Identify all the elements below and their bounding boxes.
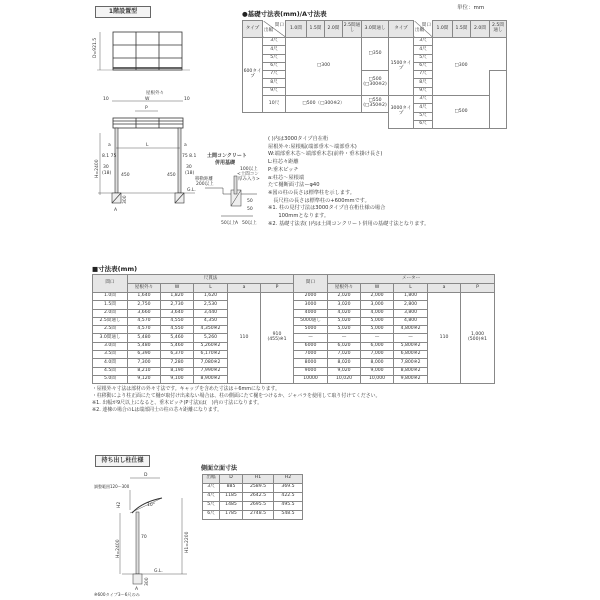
type-cell: 3000タイプ xyxy=(389,96,414,129)
note: 長尺柱の長さは標準柱の+600mmです。 xyxy=(268,197,370,204)
depth-cell: 6尺 xyxy=(414,120,433,128)
table-cell: 4,020 xyxy=(328,309,361,317)
note: 屋根外々:屋根幅(端部垂木～端部垂木) xyxy=(268,143,357,150)
cell: 6尺 xyxy=(203,510,220,519)
table-cell: 1.0間 xyxy=(93,293,128,301)
table-cell: 10,020 xyxy=(328,375,361,383)
eighteen-right: (18) xyxy=(185,171,195,176)
dim-50-b: 50 xyxy=(247,207,253,212)
table-cell xyxy=(261,293,294,384)
plan-depth-label: D=921.5 xyxy=(93,37,98,58)
table-cell: 110 xyxy=(228,293,261,384)
foundation-depth-label: 300 xyxy=(145,577,150,586)
value-cell: □500 (□300※2) xyxy=(362,71,389,96)
table-cell: 5,020 xyxy=(328,326,361,334)
depth-cell: 4尺 xyxy=(414,104,433,112)
cell: 2695.5 xyxy=(243,501,274,510)
table-cell xyxy=(461,293,495,384)
cell: 1785 xyxy=(220,510,243,519)
table-cell: 3000 xyxy=(294,301,328,309)
cell: 885 xyxy=(220,483,243,492)
table-cell: 6,000 xyxy=(361,342,394,350)
pitch-label: P xyxy=(145,106,148,111)
table-cell: 6,390 xyxy=(128,351,161,359)
table-cell: 3,020 xyxy=(328,301,361,309)
table-cell: 7,280 xyxy=(161,359,194,367)
group-header-right: メーター xyxy=(328,275,495,284)
p-value: 910 xyxy=(272,332,282,338)
note: L:柱芯々距離 xyxy=(268,159,299,166)
h2-label: H2 xyxy=(117,501,122,508)
table-cell: 6000 xyxy=(294,342,328,350)
note: ※1. 出幅が9尺以上になると、垂木ピッチ(P寸法)は( )内の寸法になります。 xyxy=(92,399,263,406)
table-cell: 2,000 xyxy=(361,293,394,301)
group-header-left: 尺貫法 xyxy=(128,275,294,284)
table-cell: 5,800※2 xyxy=(394,342,428,350)
height-label: H=2400 xyxy=(116,539,121,558)
table-cell: 7,020 xyxy=(328,351,361,359)
table-cell: 7,800※2 xyxy=(394,359,428,367)
margin-label-right: 10 xyxy=(184,97,190,102)
p-value-sub: (500)※1 xyxy=(467,337,488,343)
cell: 1185 xyxy=(220,492,243,501)
table-cell: 7,300 xyxy=(128,359,161,367)
header-p: P xyxy=(261,284,294,293)
table-cell: 4,570 xyxy=(128,317,161,325)
post-tag-right: 75 8.1 xyxy=(182,154,197,159)
table-cell: 9,100 xyxy=(161,375,194,383)
note: ※図の柱の長さは標準柱を示します。 xyxy=(268,189,355,196)
width-label: W xyxy=(145,97,150,102)
ground-line-label: G.L. xyxy=(154,569,163,574)
value-cell: □500 xyxy=(433,96,490,129)
adjust-range-label: 調整範囲120～300 xyxy=(94,484,130,489)
table-cell: 5,020 xyxy=(328,317,361,325)
foundation-a-label: A xyxy=(135,587,139,592)
depth-d-label: D xyxy=(144,473,148,478)
note: W:端部垂木芯～端部垂木芯(前枠・垂木掛け長さ) xyxy=(268,151,383,158)
post-tag-left: 8.1 75 xyxy=(102,154,117,159)
type-note: ※600タイプ3～6尺のみ xyxy=(94,592,140,597)
table-cell: — xyxy=(361,334,394,342)
table-cell: 4,000 xyxy=(361,309,394,317)
table-cell: 2000 xyxy=(294,293,328,301)
depth-cell: 9尺 xyxy=(414,87,433,95)
table-row xyxy=(93,293,495,301)
cell: 3尺 xyxy=(203,483,220,492)
section-label-ground-floor: 1階設置型 xyxy=(95,6,151,18)
foundation-table-600 xyxy=(242,20,389,113)
table-cell: 8,020 xyxy=(328,359,361,367)
table-cell: 1,800 xyxy=(394,293,428,301)
col-header: 2.5間通し xyxy=(490,21,507,38)
table-cell: 4.5間 xyxy=(93,367,128,375)
a-label-left: a xyxy=(108,143,111,148)
roof-side xyxy=(113,118,183,128)
table-cell: 2.0間 xyxy=(93,309,128,317)
foundation-table-title: ●基礎寸法表(mm)/A寸法表 xyxy=(242,10,327,18)
table-cell: 7,000 xyxy=(361,351,394,359)
table-cell: 4.0間 xyxy=(93,359,128,367)
table-cell: 4,570 xyxy=(128,326,161,334)
note: たて樋断面寸法ーφ40 xyxy=(268,182,320,189)
concrete-foundation-diagram xyxy=(195,150,265,230)
cell: 422.5 xyxy=(274,492,303,501)
table-cell: — xyxy=(294,334,328,342)
table-cell: 4,800 xyxy=(394,317,428,325)
dimension-table-title: ■寸法表(mm) xyxy=(92,265,138,273)
table-cell: 8000 xyxy=(294,359,328,367)
table-cell: 8,800※2 xyxy=(394,367,428,375)
a-label-right: a xyxy=(184,143,187,148)
table-cell: — xyxy=(328,334,361,342)
table-cell: 5,000 xyxy=(361,317,394,325)
table-cell: 8,190 xyxy=(161,367,194,375)
table-cell: 8,210 xyxy=(128,367,161,375)
header-type: タイプ xyxy=(389,21,414,38)
table-cell: 9,000 xyxy=(361,367,394,375)
table-cell: 4,550 xyxy=(161,326,194,334)
foundation-table-1500-3000 xyxy=(388,20,507,129)
p-value-sub: (455)※1 xyxy=(267,337,287,343)
depth-cell: 8尺 xyxy=(263,79,286,87)
header-l: L xyxy=(194,284,228,293)
header-depth: 出幅 xyxy=(203,475,220,484)
depth-cell: 4尺 xyxy=(263,46,286,54)
header-a: a xyxy=(428,284,461,293)
type-cell: 600タイプ xyxy=(243,38,263,113)
col-header: 1.5間 xyxy=(307,21,325,38)
table-cell: 4,350 xyxy=(194,317,228,325)
cell: 4尺 xyxy=(203,492,220,501)
table-cell: 2,530 xyxy=(194,301,228,309)
col-header: 1.5間 xyxy=(453,21,471,38)
depth-cell: 5尺 xyxy=(414,54,433,62)
foundation-a-label: A xyxy=(114,208,118,213)
fifty-left: 50以上 xyxy=(221,221,236,226)
table-cell: 2,730 xyxy=(161,301,194,309)
header-a: a xyxy=(228,284,261,293)
cantilever-post-diagram xyxy=(92,468,197,598)
cell: 5尺 xyxy=(203,501,220,510)
top-note3: 厚み入り> xyxy=(238,177,260,182)
foundation xyxy=(133,574,142,584)
table-cell: 5,260 xyxy=(194,334,228,342)
table-cell: 6,370 xyxy=(161,351,194,359)
table-cell: 4,800※2 xyxy=(394,326,428,334)
col-header: 1.0間 xyxy=(286,21,307,38)
section-label-cantilever: 持ち出し柱仕様 xyxy=(95,455,150,467)
table-cell: 10,000 xyxy=(361,375,394,383)
top-note1: 100以上 xyxy=(240,167,258,172)
table-cell: 5,460 xyxy=(161,334,194,342)
post xyxy=(136,512,139,574)
p-value: 1,000 xyxy=(470,332,485,338)
h1-label: H1=2200 xyxy=(185,531,190,553)
depth-cell: 10尺 xyxy=(263,96,286,113)
height-label: H=2400 xyxy=(95,159,100,178)
cell: 1485 xyxy=(220,501,243,510)
note: ※2. 連棟の場合のLは端部同士の柱の芯々距離になります。 xyxy=(92,406,223,413)
table-cell: 5,460 xyxy=(161,342,194,350)
header-roof-outer: 屋根外々 xyxy=(328,284,361,293)
table-cell: 7000 xyxy=(294,351,328,359)
table-cell: 5,480 xyxy=(128,342,161,350)
table-cell: 10000 xyxy=(294,375,328,383)
blank-cell xyxy=(490,38,507,71)
fifty-right: 50以上 xyxy=(242,221,257,226)
depth-cell: 3尺 xyxy=(263,38,286,46)
table-cell: 7,080※2 xyxy=(194,359,228,367)
depth-cell: 5尺 xyxy=(263,54,286,62)
header-opening-depth: 間口 出幅 xyxy=(263,21,286,38)
unit-label: 単位：mm xyxy=(457,5,485,11)
table-cell: 3,800 xyxy=(394,309,428,317)
table-cell: 6,170※2 xyxy=(194,351,228,359)
table-cell: 6,800※2 xyxy=(394,351,428,359)
roof-outer-label: 屋根外々 xyxy=(146,91,164,96)
table-cell: 3,440 xyxy=(194,309,228,317)
depth-cell: 5尺 xyxy=(414,112,433,120)
depth-cell: 6尺 xyxy=(414,62,433,70)
note: ・柱移動により柱正面にたて樋が取付け出来ない場合は、柱の側面にたて樋をつけるか、ジャバラを使用して取り付けてください。 xyxy=(92,392,381,399)
table-cell: 2,800 xyxy=(394,301,428,309)
depth-cell: 4尺 xyxy=(414,46,433,54)
depth-cell: 8尺 xyxy=(414,79,433,87)
col-header: 2.0間 xyxy=(471,21,490,38)
range-value: 200以上 xyxy=(196,182,214,187)
depth-cell: 7尺 xyxy=(263,71,286,79)
four50-right: 450 xyxy=(167,173,176,178)
table-cell: 2,750 xyxy=(128,301,161,309)
dimension-table xyxy=(92,274,495,384)
range-label: 移動距離 xyxy=(195,177,213,182)
note: ・屋根外々寸法は部材の外々寸法です。キャップを含めた寸法は＋6mmになります。 xyxy=(92,386,280,392)
side-elevation-table xyxy=(202,474,303,520)
value-cell: □300 xyxy=(433,38,490,96)
cell: 2642.5 xyxy=(243,492,274,501)
value-cell: □500（□300※2） xyxy=(286,96,362,113)
depth-cell: 9尺 xyxy=(263,87,286,95)
header-w: W xyxy=(361,284,394,293)
note: 100mmとなります。 xyxy=(268,213,330,220)
table-cell: 5,000 xyxy=(361,326,394,334)
header-opening-left: 間口 xyxy=(93,275,128,293)
cell: 369.5 xyxy=(274,483,303,492)
concrete-title-line2: 併用基礎 xyxy=(215,160,236,166)
note: ※2. 基礎寸法表( )内は土間コンクリート併用の基礎寸法となります。 xyxy=(268,220,430,227)
depth-cell: 6尺 xyxy=(263,62,286,70)
header-opening-depth: 間口 出幅 xyxy=(414,21,433,38)
angle-label: 10° xyxy=(147,503,155,508)
header-h2: H2 xyxy=(274,475,303,484)
table-cell: 5.0間 xyxy=(93,375,128,383)
header-d: D xyxy=(220,475,243,484)
type-cell: 1500タイプ xyxy=(389,38,414,96)
ground-line-label: G.L. xyxy=(187,188,196,193)
side-table-title: 側面立面寸法 xyxy=(201,465,238,472)
table-cell: 3.0間 xyxy=(93,342,128,350)
note: a:柱芯～屋根端 xyxy=(268,174,305,181)
note: P:垂木ピッチ xyxy=(268,166,299,173)
table-cell: 9000 xyxy=(294,367,328,375)
table-cell: 3,000 xyxy=(361,301,394,309)
table-cell: 1,820 xyxy=(161,293,194,301)
table-cell: 5000通し xyxy=(294,317,328,325)
col-header: 2.5間通し xyxy=(343,21,362,38)
table-cell: 5,480 xyxy=(128,334,161,342)
concrete-a-label: A xyxy=(235,221,239,226)
table-cell: — xyxy=(394,334,428,342)
table-cell: 1.5間 xyxy=(93,301,128,309)
table-cell: 3,660 xyxy=(128,309,161,317)
table-cell: 8,000 xyxy=(361,359,394,367)
table-cell: 9,800※2 xyxy=(394,375,428,383)
table-cell: 110 xyxy=(428,293,461,384)
thirty-left: 30 xyxy=(103,165,109,170)
header-opening-right: 間口 xyxy=(294,275,328,293)
col-header: 2.0間 xyxy=(325,21,343,38)
table-cell: 6,020 xyxy=(328,342,361,350)
span-label: L xyxy=(146,143,149,148)
header-p: P xyxy=(461,284,495,293)
dimension-notes xyxy=(92,386,380,414)
thirty-right: 30 xyxy=(186,165,192,170)
table-cell: 3,640 xyxy=(161,309,194,317)
value-cell: □550 (□350※2) xyxy=(362,96,389,113)
table-cell: 8,900※2 xyxy=(194,375,228,383)
table-cell: 5,260※2 xyxy=(194,342,228,350)
table-cell: 2,020 xyxy=(328,293,361,301)
four50-left: 450 xyxy=(121,173,130,178)
cell: 2589.5 xyxy=(243,483,274,492)
header-w: W xyxy=(161,284,194,293)
table-cell: 7,990※2 xyxy=(194,367,228,375)
blank-cell xyxy=(490,71,507,129)
header-roof-outer: 屋根外々 xyxy=(128,284,161,293)
table-cell: 9,120 xyxy=(128,375,161,383)
table-cell: 3.5間 xyxy=(93,351,128,359)
cell: 548.5 xyxy=(274,510,303,519)
header-type: タイプ xyxy=(243,21,263,38)
table-cell: 4000 xyxy=(294,309,328,317)
cell: 495.5 xyxy=(274,501,303,510)
table-cell: 2.5間 xyxy=(93,326,128,334)
table-cell: 4,550 xyxy=(161,317,194,325)
depth-cell: 3尺 xyxy=(414,38,433,46)
note: ( )内は3000タイプ自在桁 xyxy=(268,136,329,142)
table-cell: 1,620 xyxy=(194,293,228,301)
depth-cell: 3尺 xyxy=(414,96,433,104)
table-cell: 3.0間通し xyxy=(93,334,128,342)
depth-cell: 7尺 xyxy=(414,71,433,79)
table-cell: 4,350※2 xyxy=(194,326,228,334)
table-cell: 9,020 xyxy=(328,367,361,375)
header-h1: H1 xyxy=(243,475,274,484)
seventy-label: 70 xyxy=(141,535,147,540)
value-cell: □300 xyxy=(286,38,362,96)
col-header: 1.0間 xyxy=(433,21,453,38)
posts xyxy=(115,128,181,193)
legend-notes xyxy=(268,136,429,228)
note: ※1. 柱の見付寸法は3000タイプ自在桁仕様の場合 xyxy=(268,205,386,212)
top-note2: <土間コン xyxy=(237,172,259,177)
eighteen-left: (18) xyxy=(102,171,112,176)
dim-50-a: 50 xyxy=(247,199,253,204)
concrete-title-line1: 土間コンクリート xyxy=(207,153,247,159)
foundation-depth-label: 300 xyxy=(123,195,128,204)
header-l: L xyxy=(394,284,428,293)
table-cell: 5000 xyxy=(294,326,328,334)
margin-label-left: 10 xyxy=(103,97,109,102)
table-cell: 1,640 xyxy=(128,293,161,301)
cell: 2748.5 xyxy=(243,510,274,519)
plan-view xyxy=(97,32,190,70)
table-cell: 2.5間通し xyxy=(93,317,128,325)
col-header: 3.0間通し xyxy=(362,21,389,38)
value-cell: □350 xyxy=(362,38,389,71)
